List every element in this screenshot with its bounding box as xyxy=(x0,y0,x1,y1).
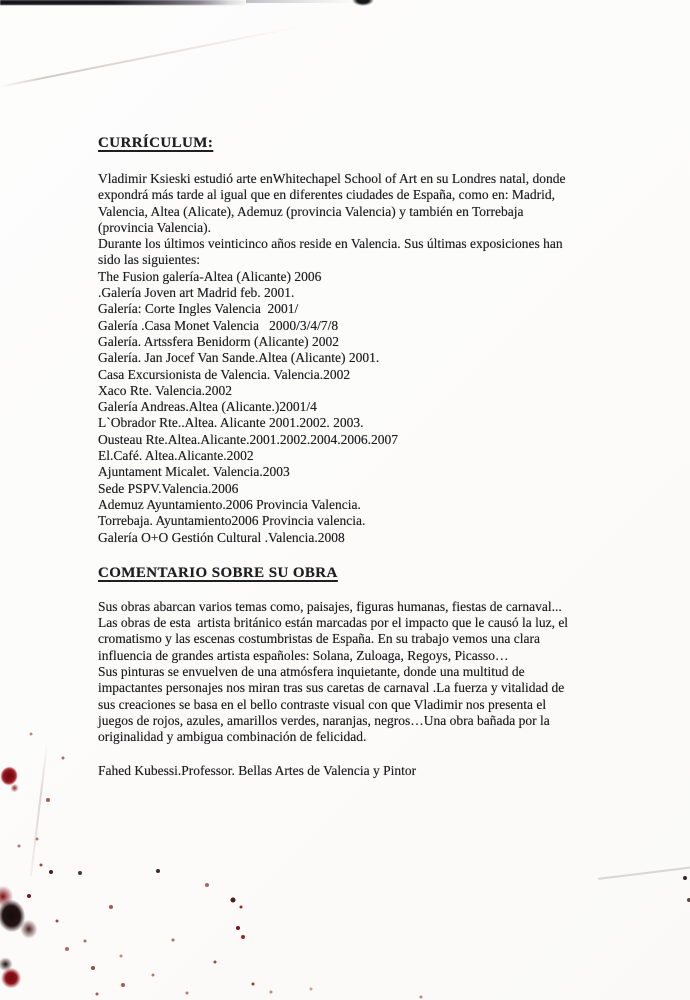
commentary-text-line: sus creaciones se basa en el bello contraste visual con que Vladimir nos presenta el xyxy=(98,696,547,712)
scanner-edge-shadow-tail xyxy=(246,0,358,3)
commentary-heading: COMENTARIO SOBRE SU OBRA xyxy=(98,564,338,581)
ink-speckles xyxy=(0,0,2,2)
curriculum-intro-paragraph xyxy=(98,171,606,269)
commentary-text-line: cromatismo y las escenas costumbristas de España. En su trabajo vemos una clara xyxy=(98,631,540,647)
commentary-paragraph xyxy=(98,599,606,746)
commentary-text-line: impactantes personajes nos miran tras sus caretas de carnaval .La fuerza y vitalidad de xyxy=(98,680,565,696)
exhibition-line: El.Café. Altea.Alicante.2002 xyxy=(98,448,254,464)
exhibition-line: Sede PSPV.Valencia.2006 xyxy=(98,480,239,496)
intro-text-line: sido las siguientes: xyxy=(98,252,200,268)
exhibition-line: Galería. Artssfera Benidorm (Alicante) 2002 xyxy=(98,333,340,349)
exhibition-line: Casa Excursionista de Valencia. Valencia.2002 xyxy=(98,366,351,382)
exhibition-line: Xaco Rte. Valencia.2002 xyxy=(98,382,232,398)
scanner-edge-mark xyxy=(352,0,374,6)
ink-stain-bottom-left-red xyxy=(0,955,32,997)
commentary-text-line: influencia de grandes artista españoles: Solana, Zuloaga, Regoys, Picasso… xyxy=(98,647,509,663)
document-text-column xyxy=(98,135,606,779)
exhibition-line: The Fusion galería-Altea (Alicante) 2006 xyxy=(98,268,322,284)
curriculum-heading: CURRÍCULUM: xyxy=(98,135,214,151)
intro-text-line: Vladimir Ksieski estudió arte enWhitechapel School of Art en su Londres natal, donde xyxy=(98,171,566,186)
commentary-text-line: originalidad y ambigua combinación de felicidad. xyxy=(98,729,367,745)
paper-crease-bottom-right xyxy=(598,866,690,879)
exhibition-line: Ajuntament Micalet. Valencia.2003 xyxy=(98,464,290,480)
exhibition-line: Galería Andreas.Altea (Alicante.)2001/4 xyxy=(98,399,317,415)
exhibition-line: Torrebaja. Ayuntamiento2006 Provincia valencia. xyxy=(98,513,366,529)
signature-line: Fahed Kubessi.Professor. Bellas Artes de Valencia y Pintor xyxy=(98,762,417,778)
paper-crease-top xyxy=(0,25,302,88)
paper-crease-left xyxy=(30,742,48,876)
commentary-text-line: Sus pinturas se envuelven de una atmósfera inquietante, donde una multitud de xyxy=(98,664,525,680)
commentary-text-line: Las obras de esta artista británico están marcadas por el impacto que le causó la luz, el xyxy=(98,615,569,631)
scanner-edge-shadow xyxy=(0,0,250,5)
commentary-text-line: juegos de rojos, azules, amarillos verdes, naranjas, negros…Una obra bañada por la xyxy=(98,712,550,728)
ink-stain-bottom-left-dark xyxy=(0,881,44,947)
intro-text-line: Valencia, Altea (Alicate), Ademuz (provincia Valencia) y también en Torrebaja xyxy=(98,203,524,219)
exhibition-line: L`Obrador Rte..Altea. Alicante 2001.2002. 2003. xyxy=(98,415,364,431)
exhibition-list xyxy=(98,269,606,546)
exhibition-line: Galería .Casa Monet Valencia 2000/3/4/7/8 xyxy=(98,317,339,333)
exhibition-line: Ademuz Ayuntamiento.2006 Provincia Valencia. xyxy=(98,496,361,512)
intro-text-line: expondrá más tarde al igual que en diferentes ciudades de España, como en: Madrid, xyxy=(98,187,555,203)
exhibition-line: Ousteau Rte.Altea.Alicante.2001.2002.2004.2006.2007 xyxy=(98,431,398,447)
intro-text-line: Durante los últimos veinticinco años reside en Valencia. Sus últimas exposiciones han xyxy=(98,236,563,252)
exhibition-line: Galería O+O Gestión Cultural .Valencia.2008 xyxy=(98,529,345,545)
exhibition-line: Galería: Corte Ingles Valencia 2001/ xyxy=(98,301,299,317)
commentary-text-line: Sus obras abarcan varios temas como, paisajes, figuras humanas, fiestas de carnaval... xyxy=(98,598,562,614)
exhibition-line: .Galería Joven art Madrid feb. 2001. xyxy=(98,285,295,301)
intro-text-line: (provincia Valencia). xyxy=(98,219,211,235)
exhibition-line: Galería. Jan Jocef Van Sande.Altea (Alicante) 2001. xyxy=(98,350,380,366)
ink-stain-left xyxy=(0,758,28,798)
